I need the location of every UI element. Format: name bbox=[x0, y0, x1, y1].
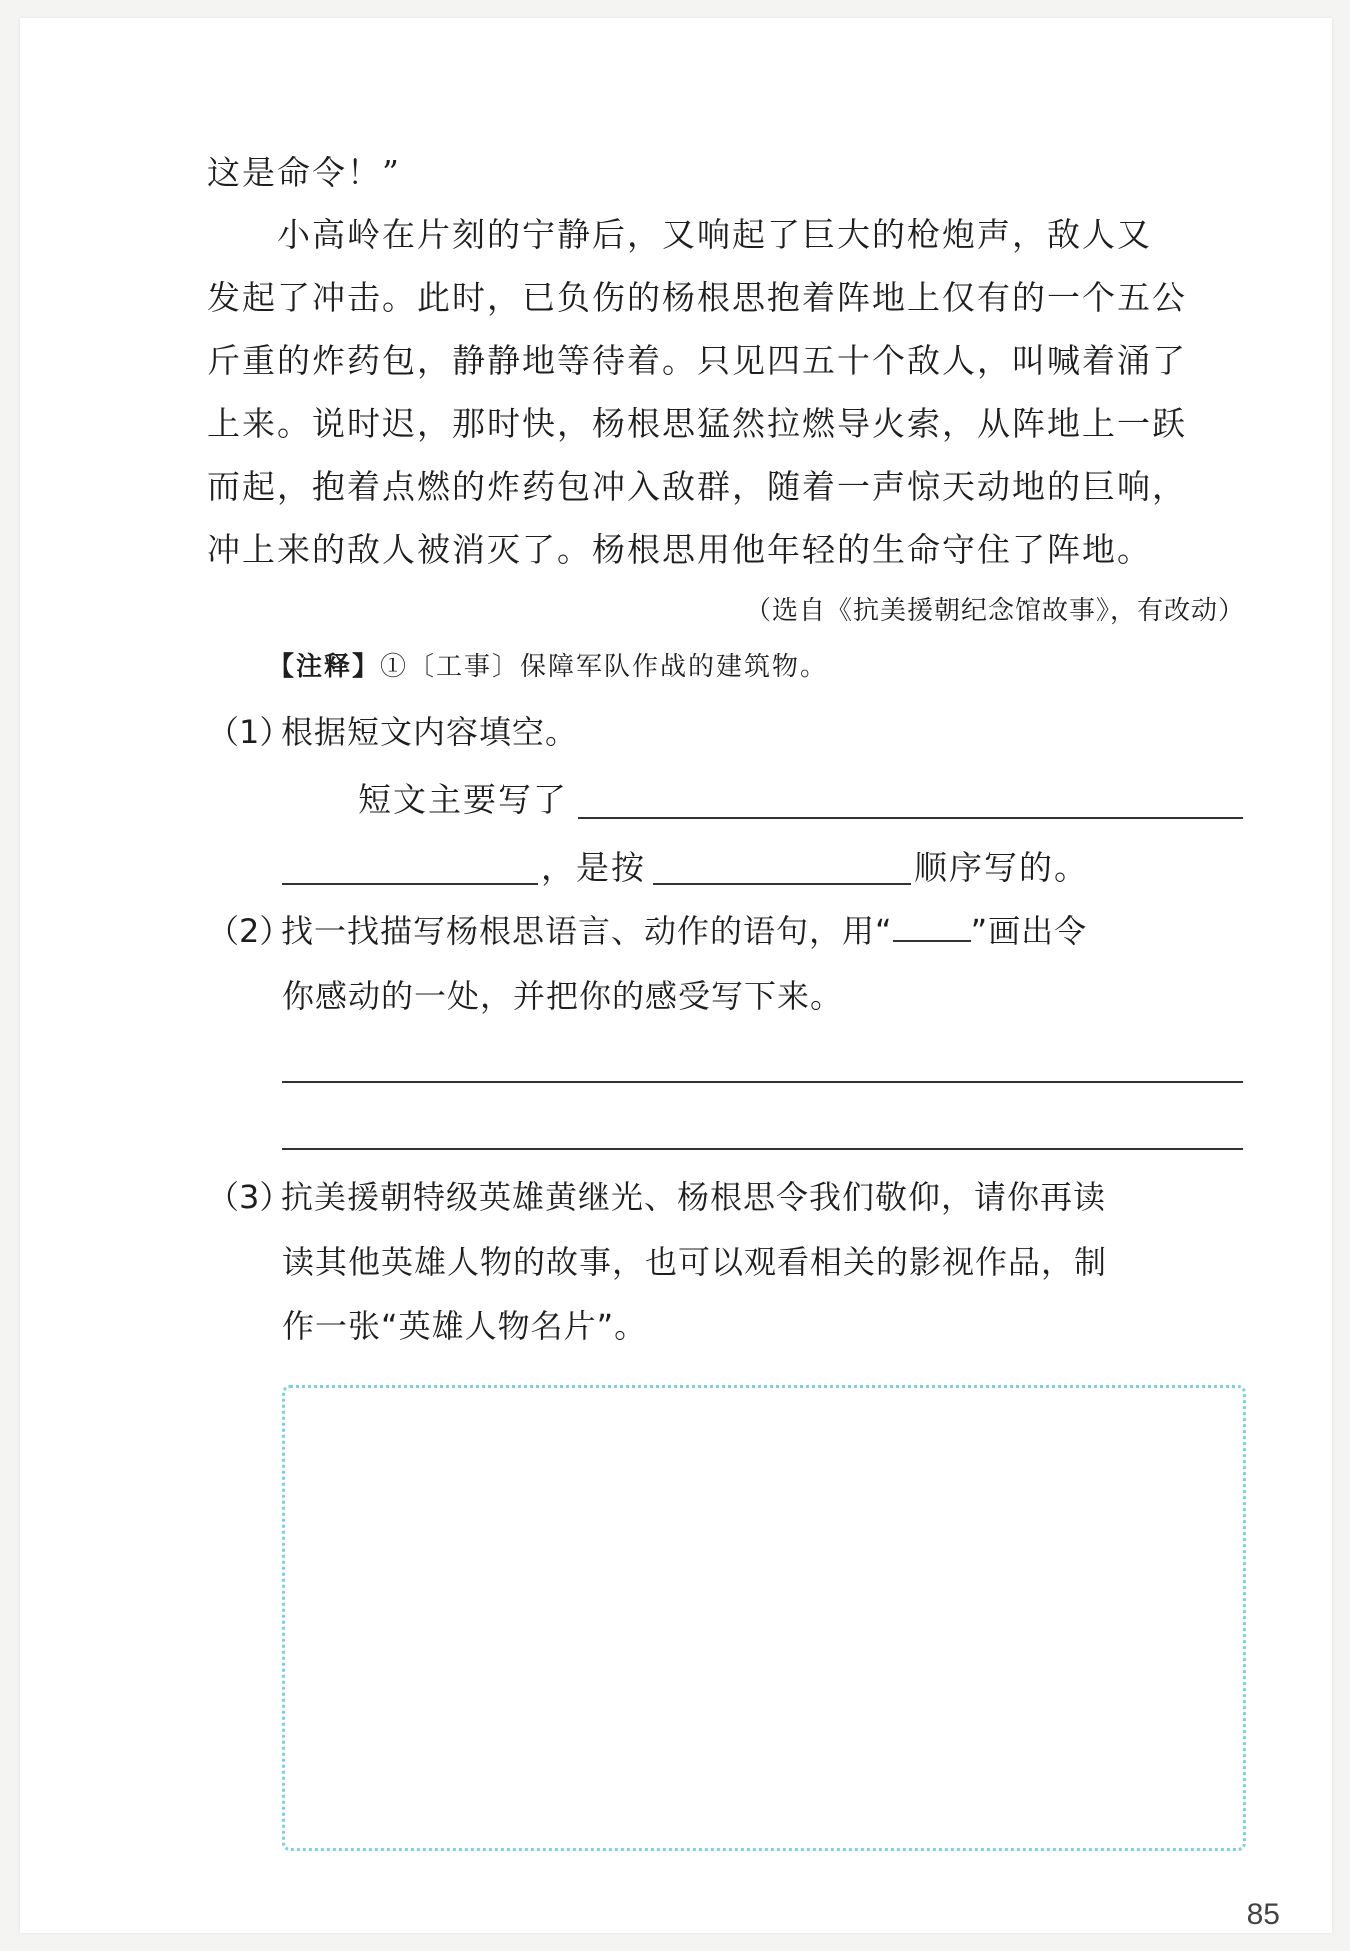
hero-card-drawing-area[interactable] bbox=[282, 1385, 1246, 1851]
passage-line-7: 冲上来的敌人被消灭了。杨根思用他年轻的生命守住了阵地。 bbox=[207, 530, 1152, 569]
question-1-fill-mid: ，是按 bbox=[541, 848, 646, 887]
question-1-fill-suffix: 顺序写的。 bbox=[914, 848, 1089, 887]
answer-line-1c[interactable] bbox=[653, 883, 911, 885]
question-2-line-1a: 找一找描写杨根思语言、动作的语句，用“ bbox=[281, 912, 893, 950]
underline-sample bbox=[893, 910, 971, 942]
answer-line-2a[interactable] bbox=[282, 1081, 1243, 1083]
question-3-line-1: 抗美援朝特级英雄黄继光、杨根思令我们敬仰，请你再读 bbox=[281, 1178, 1107, 1216]
question-3-line-3: 作一张“英雄人物名片”。 bbox=[282, 1307, 648, 1345]
question-1-prompt: 根据短文内容填空。 bbox=[281, 713, 579, 751]
answer-line-1a[interactable] bbox=[578, 817, 1243, 819]
footnote-tag: 【注释】 bbox=[268, 652, 381, 682]
answer-line-1b[interactable] bbox=[282, 883, 538, 885]
question-2 bbox=[207, 899, 1087, 963]
question-2-number: （2） bbox=[207, 912, 292, 950]
question-1-fill-prefix: 短文主要写了 bbox=[358, 780, 568, 819]
question-3-line-2: 读其他英雄人物的故事，也可以观看相关的影视作品，制 bbox=[282, 1243, 1108, 1281]
passage-line-2: 小高岭在片刻的宁静后，又响起了巨大的枪炮声，敌人又 bbox=[277, 215, 1152, 254]
question-2-line-1b: ”画出令 bbox=[970, 912, 1088, 950]
question-3-number: （3） bbox=[207, 1178, 292, 1216]
passage-line-1: 这是命令！” bbox=[207, 153, 401, 192]
passage-source: （选自《抗美援朝纪念馆故事》，有改动） bbox=[744, 596, 1245, 626]
passage-line-4: 斤重的炸药包，静静地等待着。只见四五十个敌人，叫喊着涌了 bbox=[207, 341, 1187, 380]
passage-line-3: 发起了冲击。此时，已负伤的杨根思抱着阵地上仅有的一个五公 bbox=[207, 278, 1187, 317]
passage-line-5: 上来。说时迟，那时快，杨根思猛然拉燃导火索，从阵地上一跃 bbox=[207, 404, 1187, 443]
footnote bbox=[268, 646, 828, 683]
answer-line-2b[interactable] bbox=[282, 1148, 1243, 1150]
question-1-number: （1） bbox=[207, 713, 292, 751]
passage-line-6: 而起，抱着点燃的炸药包冲入敌群，随着一声惊天动地的巨响， bbox=[207, 467, 1187, 506]
page-number: 85 bbox=[1246, 1898, 1280, 1931]
question-1 bbox=[207, 700, 578, 764]
question-3 bbox=[207, 1165, 1106, 1229]
question-2-line-2: 你感动的一处，并把你的感受写下来。 bbox=[282, 977, 844, 1015]
footnote-text: ①〔工事〕保障军队作战的建筑物。 bbox=[380, 652, 829, 682]
